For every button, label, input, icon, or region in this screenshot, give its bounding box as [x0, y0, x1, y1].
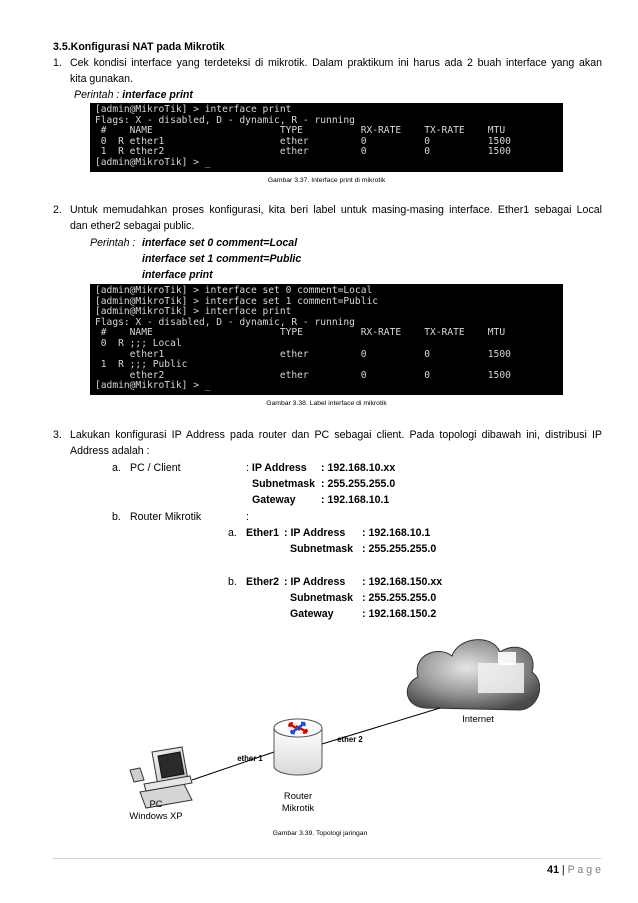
router-label: b. [112, 511, 121, 523]
terminal-line: Flags: X - disabled, D - dynamic, R - running [95, 316, 355, 328]
step1-command: interface print [122, 89, 193, 101]
ether2-gateway-key: Gateway [290, 608, 334, 620]
ether2-mask-value: : 255.255.255.0 [362, 592, 437, 604]
step1-text-line2: kita gunakan. [70, 73, 134, 85]
step2-command-1: interface set 0 comment=Local [142, 237, 298, 249]
step2-text-line2: dan ether2 sebagai public. [70, 220, 195, 232]
terminal-line: 1 R ether2 ether 0 0 1500 [95, 146, 511, 158]
ether1-name: Ether1 [246, 527, 279, 539]
terminal-line: [admin@MikroTik] > _ [95, 156, 211, 168]
internet-cloud-icon [407, 640, 539, 710]
step1-command-label: Perintah : [74, 89, 123, 101]
terminal-line: # NAME TYPE RX-RATE TX-RATE MTU [95, 327, 506, 339]
terminal-line: ether1 ether 0 0 1500 [95, 348, 511, 360]
page-label: P a g e [567, 864, 601, 876]
step3-text-line1: Lakukan konfigurasi IP Address pada router dan PC sebagai client. Pada topologi dibawah ini, distribusi IP [70, 429, 602, 441]
ether2-gateway-value: : 192.168.150.2 [362, 608, 437, 620]
terminal-line: [admin@MikroTik] > _ [95, 380, 211, 392]
terminal-line: # NAME TYPE RX-RATE TX-RATE MTU [95, 125, 506, 137]
terminal-line: Flags: X - disabled, D - dynamic, R - running [95, 114, 355, 126]
ether2-name: Ether2 [246, 576, 279, 588]
ether1-link-label: ether 1 [237, 754, 263, 763]
step2-terminal [90, 284, 563, 395]
pc-ip-row [246, 461, 307, 476]
section-heading [53, 40, 225, 55]
ether2-ip-key: : IP Address [284, 576, 346, 588]
router-name: Router Mikrotik [130, 511, 202, 523]
ether1-ip-key: : IP Address [284, 527, 346, 539]
footer-separator: | [558, 864, 568, 876]
router-colon: : [246, 511, 249, 523]
ether1-mask-key: Subnetmask [290, 543, 353, 555]
ether2-mask-key: Subnetmask [290, 592, 353, 604]
section-number: 3.5. [53, 41, 71, 53]
step1-number: 1. [53, 57, 62, 69]
ether2-label: b. [228, 576, 237, 588]
step2-command-label: Perintah : [90, 237, 136, 249]
step2-command-2: interface set 1 comment=Public [142, 253, 302, 265]
terminal-line: [admin@MikroTik] > interface set 1 comment=Public [95, 295, 379, 307]
pc-gateway-key: Gateway [252, 494, 296, 506]
step2-number: 2. [53, 204, 62, 216]
network-topology-diagram [100, 630, 540, 830]
pc-ip-value: : 192.168.10.xx [321, 462, 396, 474]
figure-caption-3-37: Gambar 3.37. Interface print di mikrotik [267, 177, 386, 184]
step3-text-line2: Address adalah : [70, 445, 150, 457]
step1-command-line [74, 88, 193, 103]
terminal-line: 0 R ;;; Local [95, 337, 182, 349]
figure-caption-3-38: Gambar 3.38. Label interface di mikrotik [266, 400, 387, 407]
terminal-line: 0 R ether1 ether 0 0 1500 [95, 135, 511, 147]
step2-command-3: interface print [142, 269, 213, 281]
internet-label: Internet [462, 713, 494, 724]
router-label-line2: Mikrotik [281, 802, 315, 813]
ether1-mask-value: : 255.255.255.0 [362, 543, 437, 555]
page-number: 41 [547, 864, 559, 876]
step2-text-line1: Untuk memudahkan proses konfigurasi, kita beri label untuk masing-masing interface. Ether1 sebagai Local [70, 204, 602, 216]
pc-client-label: a. [112, 462, 121, 474]
pc-gateway-value: : 192.168.10.1 [321, 494, 390, 506]
step1-terminal [90, 103, 563, 172]
terminal-line: [admin@MikroTik] > interface set 0 comment=Local [95, 285, 373, 296]
ether2-ip-value: : 192.168.150.xx [362, 576, 443, 588]
step3-number: 3. [53, 429, 62, 441]
terminal-line: [admin@MikroTik] > interface print [95, 306, 292, 318]
router-icon [274, 719, 322, 775]
pc-colon: : [246, 462, 252, 474]
footer-divider [53, 858, 601, 859]
ether2-link-label: ether 2 [337, 735, 363, 744]
terminal-line: 1 R ;;; Public [95, 359, 188, 371]
page-footer [547, 864, 601, 876]
pc-label-line2: Windows XP [129, 810, 183, 821]
ether1-label: a. [228, 527, 237, 539]
pc-label-line1: PC [149, 798, 163, 809]
figure-caption-3-39: Gambar 3.39. Topologi jaringan [272, 830, 368, 837]
pc-mask-value: : 255.255.255.0 [321, 478, 396, 490]
ether1-ip-value: : 192.168.10.1 [362, 527, 431, 539]
pc-client-name: PC / Client [130, 462, 181, 474]
router-label-line1: Router [283, 790, 313, 801]
pc-mask-key: Subnetmask [252, 478, 315, 490]
terminal-line: [admin@MikroTik] > interface print [95, 104, 292, 115]
section-title: Konfigurasi NAT pada Mikrotik [70, 41, 225, 53]
step1-text-line1: Cek kondisi interface yang terdeteksi di mikrotik. Dalam praktikum ini harus ada 2 buah interface yang akan [70, 57, 602, 69]
pc-ip-key: IP Address [251, 462, 307, 474]
terminal-line: ether2 ether 0 0 1500 [95, 369, 511, 381]
